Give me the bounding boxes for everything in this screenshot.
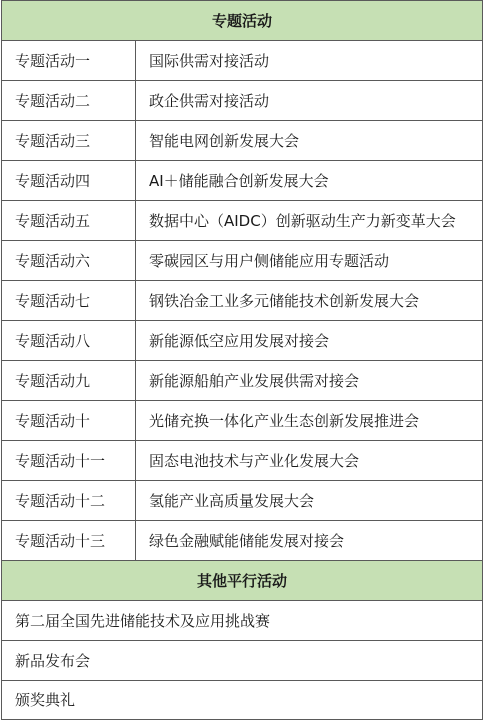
activity-schedule-table [1, 0, 483, 720]
table-row [2, 241, 483, 281]
other-activity-cell: 第二届全国先进储能技术及应用挑战赛 [2, 601, 483, 641]
table-row [2, 521, 483, 561]
activity-name-cell: 专题活动十 [2, 401, 136, 441]
table-row [2, 161, 483, 201]
activity-name-cell: 专题活动十三 [2, 521, 136, 561]
activity-name-cell: 专题活动十二 [2, 481, 136, 521]
activity-topic-cell: 绿色金融赋能储能发展对接会 [136, 521, 483, 561]
activity-topic-cell: 光储充换一体化产业生态创新发展推进会 [136, 401, 483, 441]
other-activity-cell: 颁奖典礼 [2, 681, 483, 720]
activity-name-cell: 专题活动八 [2, 321, 136, 361]
activity-topic-cell: 氢能产业高质量发展大会 [136, 481, 483, 521]
activity-name-cell: 专题活动九 [2, 361, 136, 401]
activity-topic-cell: 钢铁冶金工业多元储能技术创新发展大会 [136, 281, 483, 321]
activity-name-cell: 专题活动四 [2, 161, 136, 201]
table-row [2, 201, 483, 241]
activity-topic-cell: 固态电池技术与产业化发展大会 [136, 441, 483, 481]
table-row [2, 441, 483, 481]
special-section-heading: 专题活动 [2, 1, 483, 41]
activity-name-cell: 专题活动二 [2, 81, 136, 121]
activity-topic-cell: 新能源船舶产业发展供需对接会 [136, 361, 483, 401]
activity-topic-cell: 国际供需对接活动 [136, 41, 483, 81]
table-row [2, 681, 483, 720]
table-row [2, 321, 483, 361]
table-row [2, 641, 483, 681]
table-row [2, 41, 483, 81]
activity-topic-cell: 数据中心（AIDC）创新驱动生产力新变革大会 [136, 201, 483, 241]
other-activity-cell: 新品发布会 [2, 641, 483, 681]
table-row [2, 601, 483, 641]
table-row [2, 81, 483, 121]
activity-name-cell: 专题活动三 [2, 121, 136, 161]
other-section-header-row [2, 561, 483, 601]
activity-name-cell: 专题活动七 [2, 281, 136, 321]
activity-name-cell: 专题活动十一 [2, 441, 136, 481]
activity-name-cell: 专题活动一 [2, 41, 136, 81]
table-row [2, 281, 483, 321]
other-section-heading: 其他平行活动 [2, 561, 483, 601]
activity-topic-cell: 政企供需对接活动 [136, 81, 483, 121]
activity-name-cell: 专题活动六 [2, 241, 136, 281]
table-row [2, 401, 483, 441]
activity-topic-cell: 零碳园区与用户侧储能应用专题活动 [136, 241, 483, 281]
activity-topic-cell: AI＋储能融合创新发展大会 [136, 161, 483, 201]
special-section-header-row [2, 1, 483, 41]
table-row [2, 121, 483, 161]
table-row [2, 361, 483, 401]
activity-topic-cell: 新能源低空应用发展对接会 [136, 321, 483, 361]
table-row [2, 481, 483, 521]
activity-topic-cell: 智能电网创新发展大会 [136, 121, 483, 161]
activity-name-cell: 专题活动五 [2, 201, 136, 241]
